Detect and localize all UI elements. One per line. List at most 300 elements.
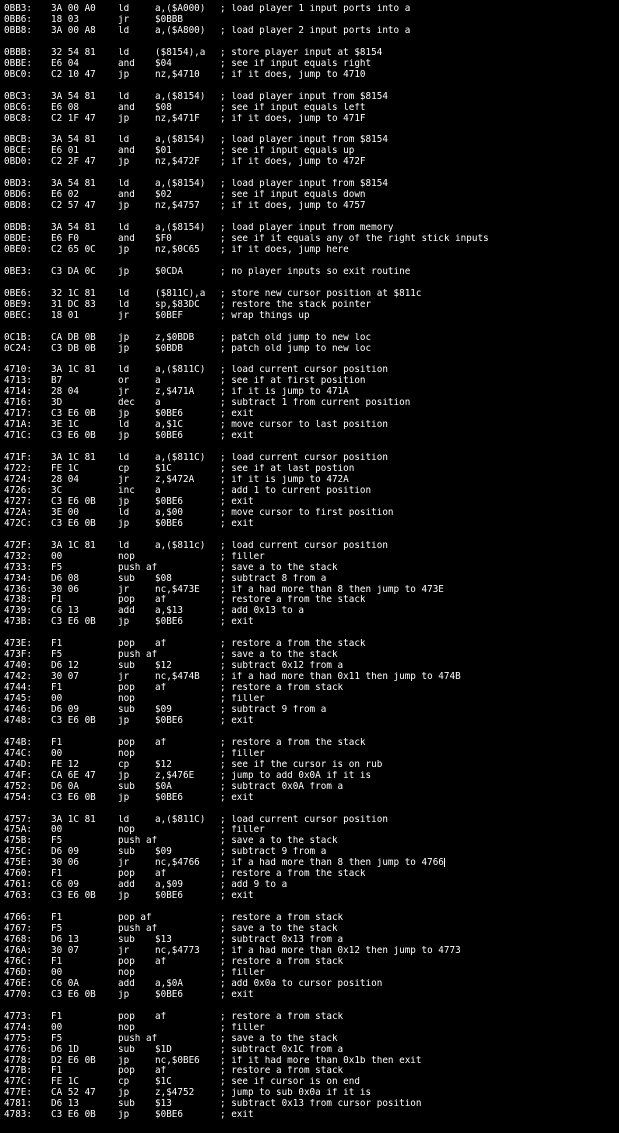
code-line [4, 190, 619, 201]
address: 4767: [4, 924, 32, 935]
opcode-bytes: C3 DA 0C [51, 266, 96, 277]
code-line [4, 245, 619, 256]
opcode-bytes: C3 E6 0B [51, 431, 96, 442]
address: 0BD6: [4, 190, 32, 201]
operand: $09 [155, 847, 172, 858]
code-line [4, 924, 619, 935]
comment: ; save a to the stack [220, 1033, 338, 1044]
operand: af [155, 683, 167, 694]
comment: ; save a to the stack [220, 924, 338, 935]
code-line [4, 880, 619, 891]
code-line [4, 4, 619, 15]
address: 4774: [4, 1022, 32, 1033]
code-line [4, 1077, 619, 1088]
operand: z,$471A [155, 387, 195, 398]
operand: a,($8154) [155, 179, 206, 190]
opcode-bytes: F5 [51, 562, 63, 573]
mnemonic: nop [118, 825, 135, 836]
comment: ; exit [220, 1110, 254, 1121]
address: 0BD8: [4, 201, 32, 212]
blank-line [4, 322, 619, 333]
operand: a,($811C) [155, 365, 206, 376]
mnemonic: jp [118, 157, 130, 168]
opcode-bytes: 00 [51, 748, 63, 759]
comment: ; move cursor to first position [220, 507, 394, 518]
mnemonic: cp [118, 464, 130, 475]
address: 4745: [4, 694, 32, 705]
comment: ; see if input equals up [220, 146, 355, 157]
code-line [4, 891, 619, 902]
comment: ; add 0x13 to a [220, 606, 304, 617]
address: 4726: [4, 485, 32, 496]
code-line [4, 1034, 619, 1045]
operand: af [155, 1066, 167, 1077]
mnemonic: pop [118, 595, 135, 606]
mnemonic: and [118, 102, 135, 113]
mnemonic: jp [118, 266, 130, 277]
opcode-bytes: F5 [51, 1033, 63, 1044]
address: 0BE6: [4, 288, 32, 299]
opcode-bytes: C3 E6 0B [51, 891, 96, 902]
operand: nc,$0BE6 [155, 1055, 200, 1066]
code-line [4, 289, 619, 300]
address: 4760: [4, 869, 32, 880]
opcode-bytes: 3D [51, 398, 63, 409]
comment: ; exit [220, 891, 254, 902]
blank-line [4, 124, 619, 135]
address: 0BCB: [4, 135, 32, 146]
mnemonic: push af [118, 924, 158, 935]
code-line [4, 836, 619, 847]
comment: ; load current cursor position [220, 540, 388, 551]
address: 4724: [4, 474, 32, 485]
comment: ; exit [220, 617, 254, 628]
opcode-bytes: E6 08 [51, 102, 79, 113]
opcode-bytes: FE 12 [51, 759, 79, 770]
comment: ; if it is jump to 471A [220, 387, 349, 398]
code-line [4, 267, 619, 278]
mnemonic: and [118, 146, 135, 157]
opcode-bytes: 00 [51, 825, 63, 836]
address: 0BCE: [4, 146, 32, 157]
address: 475A: [4, 825, 32, 836]
mnemonic: sub [118, 661, 135, 672]
mnemonic: ld [118, 365, 130, 376]
code-line [4, 398, 619, 409]
address: 4714: [4, 387, 32, 398]
address: 0BBB: [4, 47, 32, 58]
mnemonic: jr [118, 945, 130, 956]
blank-line [4, 278, 619, 289]
opcode-bytes: C3 E6 0B [51, 496, 96, 507]
address: 477E: [4, 1088, 32, 1099]
comment: ; jump to sub 0x0a if it is [220, 1088, 372, 1099]
address: 474C: [4, 748, 32, 759]
comment: ; jump to add 0x0A if it is [220, 770, 372, 781]
opcode-bytes: 3E 00 [51, 507, 79, 518]
code-line [4, 519, 619, 530]
comment: ; see if input equals down [220, 190, 366, 201]
mnemonic: and [118, 234, 135, 245]
comment: ; filler [220, 967, 265, 978]
opcode-bytes: E6 01 [51, 146, 79, 157]
address: 474F: [4, 770, 32, 781]
operand: $09 [155, 705, 172, 715]
opcode-bytes: F1 [51, 869, 63, 880]
operand: $1C [155, 1077, 172, 1088]
opcode-bytes: 32 1C 81 [51, 288, 96, 299]
opcode-bytes: 3A 54 81 [51, 135, 96, 146]
address: 471F: [4, 453, 32, 464]
opcode-bytes: 3A 1C 81 [51, 365, 96, 376]
code-line [4, 497, 619, 508]
mnemonic: pop [118, 737, 135, 748]
address: 4716: [4, 398, 32, 409]
code-line [4, 760, 619, 771]
code-line [4, 300, 619, 311]
address: 4752: [4, 781, 32, 792]
opcode-bytes: 3A 00 A8 [51, 25, 96, 36]
code-line [4, 552, 619, 563]
mnemonic: ld [118, 420, 130, 431]
code-line [4, 639, 619, 650]
mnemonic: nop [118, 551, 135, 562]
operand: $13 [155, 1099, 172, 1110]
address: 0BE0: [4, 244, 32, 255]
mnemonic: jr [118, 310, 130, 321]
operand: $0BE6 [155, 891, 183, 902]
opcode-bytes: 3C [51, 485, 63, 496]
address: 4761: [4, 880, 32, 891]
comment: ; restore a from the stack [220, 869, 366, 880]
mnemonic: jp [118, 343, 130, 354]
mnemonic: cp [118, 759, 130, 770]
opcode-bytes: C3 E6 0B [51, 409, 96, 420]
blank-line [4, 530, 619, 541]
address: 4748: [4, 715, 32, 726]
opcode-bytes: 3A 1C 81 [51, 814, 96, 825]
operand: af [155, 1011, 167, 1022]
code-line [4, 420, 619, 431]
code-line [4, 1023, 619, 1034]
operand: ($811C),a [155, 288, 206, 299]
opcode-bytes: 30 06 [51, 584, 79, 595]
opcode-bytes: 00 [51, 694, 63, 705]
blank-line [4, 37, 619, 48]
code-line [4, 946, 619, 957]
mnemonic: ld [118, 179, 130, 190]
code-line [4, 617, 619, 628]
address: 0BB8: [4, 25, 32, 36]
mnemonic: jr [118, 672, 130, 683]
opcode-bytes: D6 13 [51, 1099, 79, 1110]
blank-line [4, 1001, 619, 1012]
address: 471C: [4, 431, 32, 442]
mnemonic: jp [118, 989, 130, 1000]
mnemonic: ld [118, 453, 130, 464]
mnemonic: pop af [118, 913, 152, 924]
code-line [4, 825, 619, 836]
opcode-bytes: 18 01 [51, 310, 79, 321]
address: 4768: [4, 935, 32, 946]
code-line [4, 563, 619, 574]
opcode-bytes: D2 E6 0B [51, 1055, 96, 1066]
mnemonic: add [118, 880, 135, 891]
comment: ; see if at last postion [220, 464, 355, 475]
opcode-bytes: C3 DB 0B [51, 343, 96, 354]
comment: ; load player input from memory [220, 223, 394, 234]
comment: ; see if input equals left [220, 102, 366, 113]
mnemonic: ld [118, 223, 130, 234]
operand: $0BDB [155, 343, 183, 354]
opcode-bytes: E6 02 [51, 190, 79, 201]
address: 472A: [4, 507, 32, 518]
opcode-bytes: D6 09 [51, 847, 79, 858]
operand: a,$1C [155, 420, 183, 431]
mnemonic: jp [118, 244, 130, 255]
operand: $08 [155, 102, 172, 113]
opcode-bytes: 18 03 [51, 14, 79, 25]
address: 476D: [4, 967, 32, 978]
address: 4775: [4, 1033, 32, 1044]
comment: ; filler [220, 825, 265, 836]
address: 4766: [4, 913, 32, 924]
mnemonic: jp [118, 770, 130, 781]
comment: ; if a had more than 0x12 then jump to 4773 [220, 945, 461, 956]
address: 0BB3: [4, 4, 32, 14]
mnemonic: jp [118, 1088, 130, 1099]
operand: a,($811C) [155, 814, 206, 825]
operand: $0A [155, 781, 172, 792]
opcode-bytes: C3 E6 0B [51, 989, 96, 1000]
mnemonic: nop [118, 1022, 135, 1033]
mnemonic: add [118, 606, 135, 617]
opcode-bytes: C2 1F 47 [51, 113, 96, 124]
mnemonic: sub [118, 781, 135, 792]
code-line [4, 1045, 619, 1056]
opcode-bytes: 00 [51, 1022, 63, 1033]
address: 4739: [4, 606, 32, 617]
operand: $0BE6 [155, 518, 183, 529]
address: 0BC0: [4, 69, 32, 80]
address: 4770: [4, 989, 32, 1000]
code-line [4, 59, 619, 70]
comment: ; load player 1 input ports into a [220, 4, 411, 14]
address: 0BC8: [4, 113, 32, 124]
mnemonic: jr [118, 14, 130, 25]
code-line [4, 344, 619, 355]
address: 474D: [4, 759, 32, 770]
address: 0C24: [4, 343, 32, 354]
operand: a,$0A [155, 978, 183, 989]
address: 4738: [4, 595, 32, 606]
operand: $0BE6 [155, 409, 183, 420]
code-line [4, 1110, 619, 1121]
address: 0BDE: [4, 234, 32, 245]
operand: nc,$4766 [155, 858, 200, 869]
code-line [4, 935, 619, 946]
code-line [4, 508, 619, 519]
address: 475E: [4, 858, 32, 869]
operand: $13 [155, 935, 172, 946]
mnemonic: pop [118, 639, 135, 650]
opcode-bytes: 3A 1C 81 [51, 453, 96, 464]
comment: ; load player input from $8154 [220, 179, 388, 190]
operand: a [155, 398, 161, 409]
address: 0BC3: [4, 91, 32, 102]
address: 4732: [4, 551, 32, 562]
address: 4740: [4, 661, 32, 672]
code-line [4, 716, 619, 727]
operand: a [155, 376, 161, 387]
opcode-bytes: 00 [51, 967, 63, 978]
code-line [4, 672, 619, 683]
opcode-bytes: CA DB 0B [51, 332, 96, 343]
code-line [4, 15, 619, 26]
address: 0BE3: [4, 266, 32, 277]
code-line [4, 869, 619, 880]
opcode-bytes: F5 [51, 650, 63, 661]
comment: ; load player 2 input ports into a [220, 25, 411, 36]
operand: a,$13 [155, 606, 183, 617]
operand: nc,$4773 [155, 945, 200, 956]
comment: ; if it does, jump to 472F [220, 157, 366, 168]
comment: ; if a had more than 8 then jump to 473E [220, 584, 444, 595]
comment: ; filler [220, 1022, 265, 1033]
comment: ; if it does, jump to 471F [220, 113, 366, 124]
mnemonic: sub [118, 935, 135, 946]
address: 4717: [4, 409, 32, 420]
comment: ; load player input from $8154 [220, 91, 388, 102]
opcode-bytes: F1 [51, 1066, 63, 1077]
address: 4722: [4, 464, 32, 475]
mnemonic: jr [118, 387, 130, 398]
address: 4744: [4, 683, 32, 694]
comment: ; save a to the stack [220, 650, 338, 661]
comment: ; subtract 9 from a [220, 847, 327, 858]
code-line [4, 376, 619, 387]
blank-line [4, 804, 619, 815]
comment: ; restore a from stack [220, 956, 344, 967]
opcode-bytes: 28 04 [51, 387, 79, 398]
address: 473E: [4, 639, 32, 650]
comment: ; see if input equals right [220, 58, 372, 69]
mnemonic: pop [118, 683, 135, 694]
operand: $08 [155, 573, 172, 584]
code-line [4, 968, 619, 979]
mnemonic: ld [118, 135, 130, 146]
operand: a,($8154) [155, 223, 206, 234]
mnemonic: jp [118, 715, 130, 726]
code-line [4, 234, 619, 245]
mnemonic: ld [118, 91, 130, 102]
opcode-bytes: 30 07 [51, 672, 79, 683]
code-line [4, 135, 619, 146]
address: 4727: [4, 496, 32, 507]
mnemonic: jp [118, 891, 130, 902]
operand: nc,$473E [155, 584, 200, 595]
code-line [4, 431, 619, 442]
address: 0BB6: [4, 14, 32, 25]
mnemonic: push af [118, 562, 158, 573]
operand: $0BE6 [155, 617, 183, 628]
opcode-bytes: 3A 1C 81 [51, 540, 96, 551]
code-line [4, 913, 619, 924]
mnemonic: jp [118, 496, 130, 507]
opcode-bytes: C6 0A [51, 978, 79, 989]
code-line [4, 179, 619, 190]
address: 0BD3: [4, 179, 32, 190]
comment: ; add 1 to current position [220, 485, 372, 496]
opcode-bytes: E6 F0 [51, 234, 79, 245]
blank-line [4, 442, 619, 453]
address: 474B: [4, 737, 32, 748]
comment: ; restore a from stack [220, 1066, 344, 1077]
opcode-bytes: E6 04 [51, 58, 79, 69]
comment: ; load current cursor position [220, 453, 388, 464]
address: 0BE9: [4, 299, 32, 310]
address: 0BDB: [4, 223, 32, 234]
code-line [4, 847, 619, 858]
opcode-bytes: F5 [51, 924, 63, 935]
opcode-bytes: C3 E6 0B [51, 1110, 96, 1121]
address: 471A: [4, 420, 32, 431]
mnemonic: jp [118, 201, 130, 212]
address: 0C1B: [4, 332, 32, 343]
code-line [4, 1066, 619, 1077]
operand: $12 [155, 759, 172, 770]
mnemonic: jp [118, 518, 130, 529]
mnemonic: jp [118, 113, 130, 124]
blank-line [4, 212, 619, 223]
operand: af [155, 737, 167, 748]
code-line [4, 201, 619, 212]
mnemonic: jp [118, 617, 130, 628]
operand: $0CDA [155, 266, 183, 277]
operand: nc,$474B [155, 672, 200, 683]
operand: a,($811C) [155, 453, 206, 464]
address: 0BC6: [4, 102, 32, 113]
mnemonic: ld [118, 540, 130, 551]
comment: ; exit [220, 496, 254, 507]
operand: a,($8154) [155, 135, 206, 146]
operand: $1C [155, 464, 172, 475]
opcode-bytes: C6 09 [51, 880, 79, 891]
address: 4754: [4, 792, 32, 803]
mnemonic: ld [118, 25, 130, 36]
mnemonic: push af [118, 650, 158, 661]
code-line [4, 1099, 619, 1110]
code-line [4, 990, 619, 1001]
comment: ; add 9 to a [220, 880, 288, 891]
code-line [4, 705, 619, 716]
mnemonic: jr [118, 474, 130, 485]
opcode-bytes: 31 DC 83 [51, 299, 96, 310]
opcode-bytes: 3A 54 81 [51, 179, 96, 190]
comment: ; move cursor to last position [220, 420, 388, 431]
operand: a,($A800) [155, 25, 206, 36]
operand: a,$00 [155, 507, 183, 518]
opcode-bytes: CA 52 47 [51, 1088, 96, 1099]
comment: ; subtract 1 from current position [220, 398, 411, 409]
operand: $0BE6 [155, 496, 183, 507]
code-line [4, 858, 619, 869]
comment: ; store player input at $8154 [220, 47, 383, 58]
code-line [4, 475, 619, 486]
code-line [4, 771, 619, 782]
opcode-bytes: C2 65 0C [51, 244, 96, 255]
opcode-bytes: F1 [51, 639, 63, 650]
